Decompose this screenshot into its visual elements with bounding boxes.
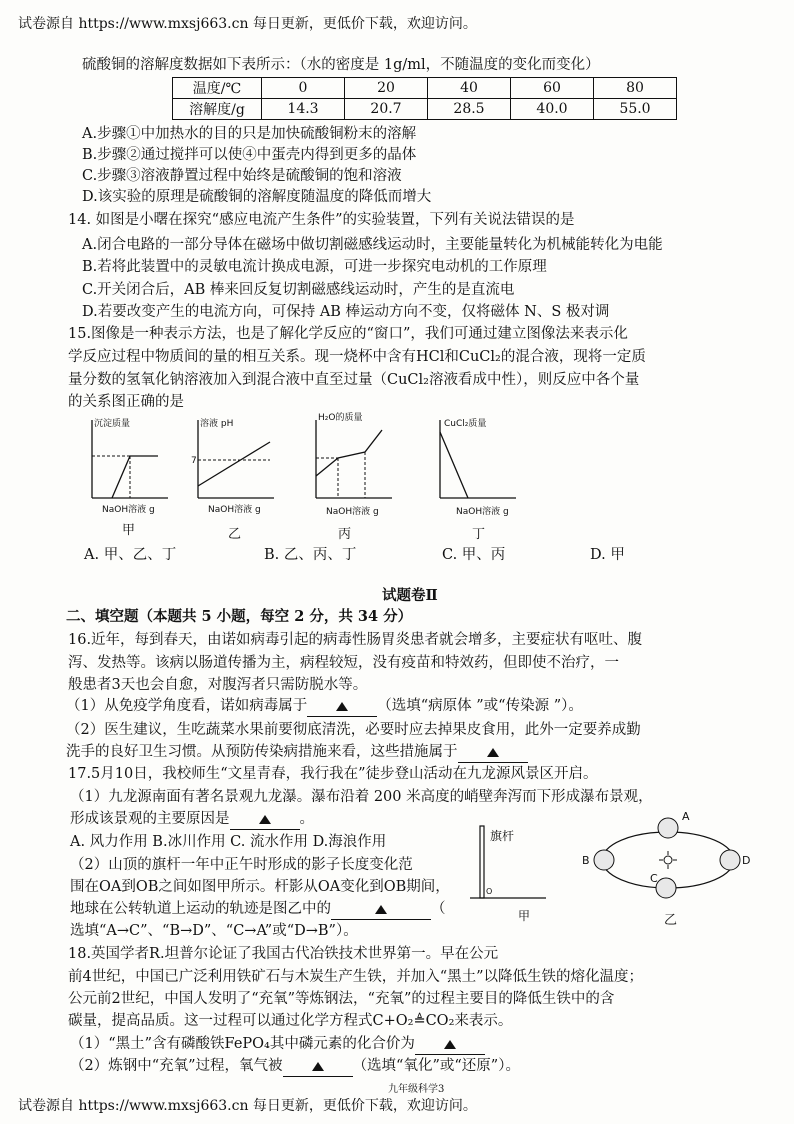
table-cell: 80 [594,78,677,99]
table-cell: 温度/℃ [173,78,262,99]
figure-jia-label: 甲 [518,909,531,922]
triangle-marker-icon [312,1062,324,1071]
answer-blank[interactable] [230,809,300,830]
q18-part-1 [70,1034,485,1055]
graph-bing-xlabel: NaOH溶液 g [326,507,379,517]
graph-bing [316,411,392,542]
answer-blank[interactable] [283,1056,353,1077]
q15-graphs [70,410,540,545]
q18-line-2: 前4世纪，中国已广泛利用铁矿石与木炭生产生铁，并加入“黑土”以降低生铁的熔化温度； [68,969,644,985]
answer-blank[interactable] [415,1034,485,1055]
table-row [173,99,677,120]
q15-choice-d: D. 甲 [590,547,625,563]
q16-line-1: 16.近年，每到春天，由诺如病毒引起的病毒性肠胃炎患者就会增多，主要症状有呕吐、腹 [68,632,643,648]
answer-blank[interactable] [458,742,528,763]
q16-part-2a: （2）医生建议，生吃蔬菜水果前要彻底清洗，必要时应去掉果皮食用，此外一定要养成勤 [66,722,641,738]
q13-option-a: A.步骤①中加热水的目的只是加快硫酸铜粉末的溶解 [82,126,417,142]
graph-yi-ylabel: 溶液 pH [200,419,234,429]
q14-stem: 14. 如图是小曙在探究“感应电流产生条件”的实验装置，下列有关说法错误的是 [68,212,575,228]
table-cell: 20 [345,78,428,99]
table-row [173,78,677,99]
earth-position-b [594,850,614,870]
q18-part-2-text: （2）炼钢中“充氧”过程，氧气被 [70,1058,283,1074]
section-heading: 二、填空题（本题共 5 小题，每空 2 分，共 34 分） [66,608,413,625]
q13-option-c: C.步骤③溶液静置过程中始终是硫酸铜的饱和溶液 [82,168,402,184]
q16-part-1-note: （选填“病原体 ”或“传染源 ”）。 [377,698,583,714]
orbit-label-d: D [742,854,751,867]
orbit-label-c: C [650,872,658,885]
orbit-label-a: A [682,810,690,823]
triangle-marker-icon [444,1040,456,1049]
q18-part-2-note: （选填“氧化”或“还原”）。 [352,1058,520,1074]
q18-part-2 [70,1056,520,1077]
earth-position-c [656,878,676,898]
table-cell: 溶解度/g [173,99,262,120]
q13-option-b: B.步骤②通过搅拌可以使④中蛋壳内得到更多的晶体 [82,147,417,163]
table-cell: 28.5 [428,99,511,120]
graph-yi-tick: 7 [191,456,197,466]
sun-icon [659,851,677,869]
q16-part-1 [66,696,583,717]
triangle-marker-icon [375,905,387,914]
triangle-marker-icon [259,815,271,824]
graph-ding-name: 丁 [472,527,486,542]
table-cell: 40.0 [511,99,594,120]
solubility-table [172,77,677,120]
graph-yi-name: 乙 [228,527,242,542]
q17-part-2-line-4: 选填“A→C”、“B→D”、“C→A”或“D→B”）。 [70,923,358,939]
q15-line-2: 学反应过程中物质间的量的相互关系。现一烧杯中含有HCl和CuCl₂的混合液，现将一定质 [68,349,646,365]
q18-line-1: 18.英国学者R.坦普尔论证了我国古代冶铁技术世界第一。早在公元 [68,946,499,962]
page-number: 九年级科学3 [388,1084,445,1095]
q15-line-4: 的关系图正确的是 [68,394,184,410]
table-cell: 55.0 [594,99,677,120]
earth-position-d [720,850,740,870]
q17-stem: 17.5月10日，我校师生“文星青春，我行我在”徒步登山活动在九龙源风景区开启。 [68,766,598,782]
figure-yi-label: 乙 [664,913,678,928]
q14-option-d: D.若要改变产生的电流方向，可保持 AB 棒运动方向不变，仅将磁体 N、S 极对调 [82,304,610,320]
graph-jia [92,417,168,538]
graph-yi [191,417,274,542]
q18-part-1-text: （1）“黑土”含有磷酸铁FePO₄其中磷元素的化合价为 [70,1036,415,1052]
q16-line-2: 泻、发热等。该病以肠道传播为主，病程较短，没有疫苗和特效药，但即使不治疗，一 [68,655,619,671]
table-cell: 14.3 [262,99,345,120]
q15-line-1: 15.图像是一种表示方法，也是了解化学反应的“窗口”，我们可通过建立图像法来表示化 [68,326,628,342]
earth-orbit-figure [582,808,754,930]
graph-bing-name: 丙 [338,527,352,542]
orbit-label-b: B [582,854,590,867]
q17-part-2-line-1: （2）山顶的旗杆一年中正午时形成的影子长度变化范 [70,857,413,873]
q17-part-1a: （1）九龙源南面有著名景观九龙瀑。瀑布沿着 200 米高度的峭壁奔泻而下形成瀑布景观， [70,789,653,805]
q17-options: A. 风力作用 B.冰川作用 C. 流水作用 D.海浪作用 [70,834,387,850]
answer-blank[interactable] [307,696,377,717]
answer-blank[interactable] [331,899,431,920]
graph-ding-ylabel: CuCl₂质量 [444,419,487,429]
flagpole-label: 旗杆 [490,829,515,843]
section-title: 试题卷Ⅱ [382,587,438,604]
q16-part-1-text: （1）从免疫学角度看，诺如病毒属于 [66,698,308,714]
table-cell: 40 [428,78,511,99]
earth-position-a [658,818,678,838]
table-cell: 60 [511,78,594,99]
flagpole-figure [466,822,556,922]
q13-option-d: D.该实验的原理是硫酸铜的溶解度随温度的降低而增大 [82,189,432,205]
page-footer: 试卷源自 https://www.mxsj663.cn 每日更新，更低价下载，欢迎访问。 [18,1098,477,1114]
q13-intro: 硫酸铜的溶解度数据如下表所示：（水的密度是 1g/ml，不随温度的变化而变化） [82,57,600,73]
page-header: 试卷源自 https://www.mxsj663.cn 每日更新，更低价下载，欢迎访问。 [18,16,477,32]
point-o-label: O [486,887,493,896]
q17-part-2-line-2: 围在OA到OB之间如图甲所示。杆影从OA变化到OB期间， [70,879,450,895]
q17-part-1-text: 形成该景观的主要原因是 [70,811,230,827]
q17-part-1b: 形成该景观的主要原因是 。 [70,809,314,830]
q14-option-a: A.闭合电路的一部分导体在磁场中做切割磁感线运动时，主要能量转化为机械能转化为电能 [82,237,663,253]
q15-choice-b: B. 乙、丙、丁 [264,547,357,563]
q18-line-4: 碳量，提高品质。这一过程可以通过化学方程式C+O₂≜CO₂来表示。 [68,1013,513,1029]
q17-part-2-line-3: 地球在公转轨道上运动的轨迹是图乙中的 （ [70,899,446,920]
graph-jia-xlabel: NaOH溶液 g [102,505,155,515]
q14-option-b: B.若将此装置中的灵敏电流计换成电源，可进一步探究电动机的工作原理 [82,259,547,275]
q16-line-3: 般患者3天也会自愈，对腹泻者只需防脱水等。 [68,677,368,693]
graph-yi-xlabel: NaOH溶液 g [208,505,261,515]
table-cell: 20.7 [345,99,428,120]
graph-jia-ylabel: 沉淀质量 [94,419,131,429]
q15-choice-c: C. 甲、丙 [442,547,506,563]
q16-part-2b [66,742,528,763]
q17-part-2-text: 地球在公转轨道上运动的轨迹是图乙中的 [70,901,331,917]
q14-option-c: C.开关闭合后，AB 棒来回反复切割磁感线运动时，产生的是直流电 [82,282,515,298]
q18-line-3: 公元前2世纪，中国人发明了“充氧”等炼钢法，“充氧”的过程主要目的降低生铁中的含 [68,991,615,1007]
q15-line-3: 量分数的氢氧化钠溶液加入到混合液中直至过量（CuCl₂溶液看成中性），则反应中各个量 [68,372,640,388]
graph-jia-name: 甲 [122,523,136,538]
graph-ding-xlabel: NaOH溶液 g [456,507,509,517]
triangle-marker-icon [336,702,348,711]
graph-bing-ylabel: H₂O的质量 [318,413,363,423]
q16-part-2-text: 洗手的良好卫生习惯。从预防传染病措施来看，这些措施属于 [66,744,458,760]
triangle-marker-icon [487,748,499,757]
table-cell: 0 [262,78,345,99]
q15-choice-a: A. 甲、乙、丁 [84,547,177,563]
graph-ding [440,417,516,542]
